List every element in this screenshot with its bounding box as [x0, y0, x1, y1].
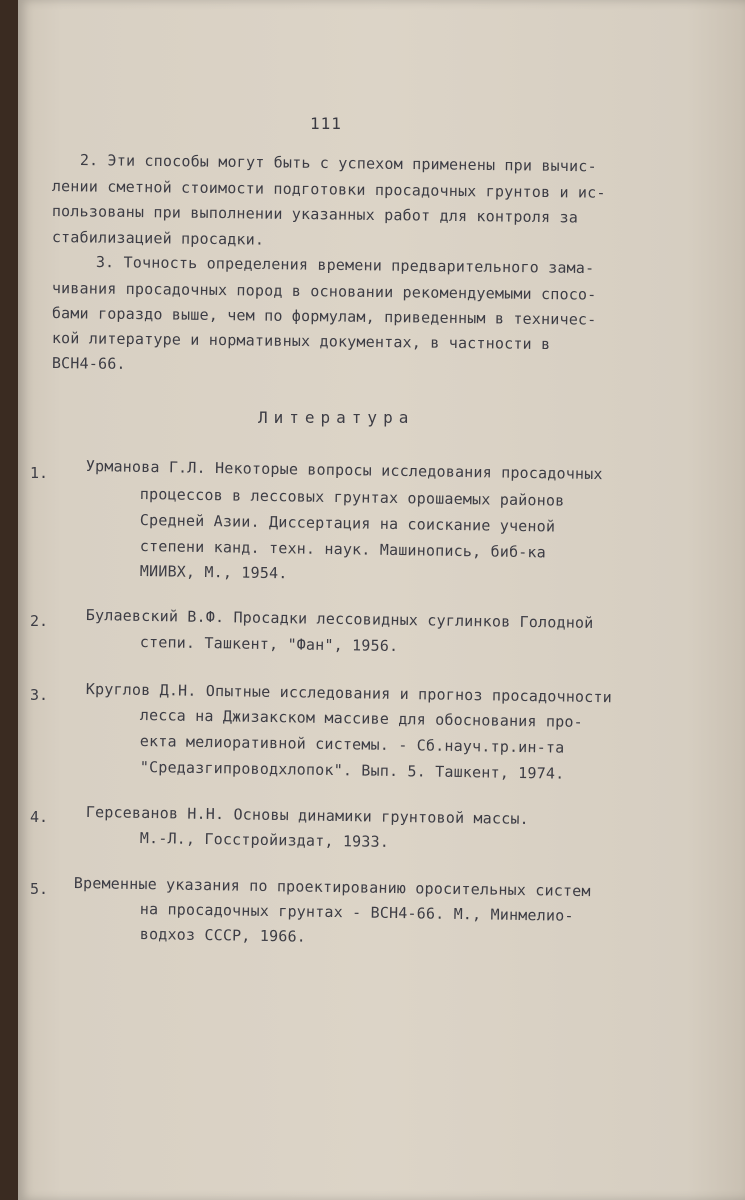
paragraph-line: лении сметной стоимости подготовки просадочных грунтов и ис-: [51, 176, 606, 202]
document-page: [18, 0, 745, 1200]
paragraph-line: кой литературе и нормативных документах, в частности в: [51, 328, 551, 354]
reference-line: Герсеванов Н.Н. Основы динамики грунтовой массы.: [85, 802, 530, 828]
paragraph-line: 2. Эти способы могут быть с успехом применены при вычис-: [79, 150, 597, 176]
paragraph-line: чивания просадочных пород в основании рекомендуемыми спосо-: [51, 278, 597, 304]
reference-line: водхоз СССР, 1966.: [139, 924, 307, 946]
paragraph-line: пользованы при выполнении указанных работ для контроля за: [51, 201, 579, 227]
reference-line: на просадочных грунтах - ВСН4-66. М., Минмелио-: [139, 899, 574, 925]
reference-line: Булаевский В.Ф. Просадки лессовидных суглинков Голодной: [85, 605, 594, 632]
page-number: 111: [310, 114, 342, 133]
reference-line: Круглов Д.Н. Опытные исследования и прогноз просадочности: [85, 679, 613, 707]
reference-line: процессов в лессовых грунтах орошаемых районов: [139, 484, 565, 510]
paragraph-line: бами гораздо выше, чем по формулам, приведенным в техничес-: [51, 303, 597, 329]
reference-number: 2.: [30, 612, 49, 630]
reference-line: Урманова Г.Л. Некоторые вопросы исследования просадочных: [85, 456, 603, 484]
paragraph-line: стабилизацией просадки.: [51, 227, 265, 249]
reference-line: степи. Ташкент, "Фан", 1956.: [139, 632, 399, 656]
reference-line: екта мелиоративной системы. - Сб.науч.тр.ин-та: [139, 731, 565, 757]
reference-line: "Средазгипроводхлопок". Вып. 5. Ташкент, 1974.: [139, 757, 565, 783]
literature-heading: Литература: [258, 408, 415, 427]
paragraph-line: 3. Точность определения времени предварительного зама-: [95, 252, 595, 278]
reference-line: МИИВХ, М., 1954.: [139, 561, 288, 583]
reference-line: Временные указания по проектированию оросительных систем: [73, 873, 591, 901]
reference-number: 1.: [30, 464, 49, 482]
reference-number: 4.: [30, 808, 49, 826]
reference-number: 3.: [30, 686, 49, 704]
reference-line: М.-Л., Госстройиздат, 1933.: [139, 828, 390, 851]
reference-line: Средней Азии. Диссертация на соискание ученой: [139, 510, 556, 536]
reference-line: лесса на Джизакском массиве для обоснования про-: [139, 705, 584, 731]
reference-number: 5.: [30, 880, 49, 898]
paragraph-line: ВСН4-66.: [51, 353, 126, 373]
reference-line: степени канд. техн. наук. Машинопись, биб-ка: [139, 536, 547, 562]
